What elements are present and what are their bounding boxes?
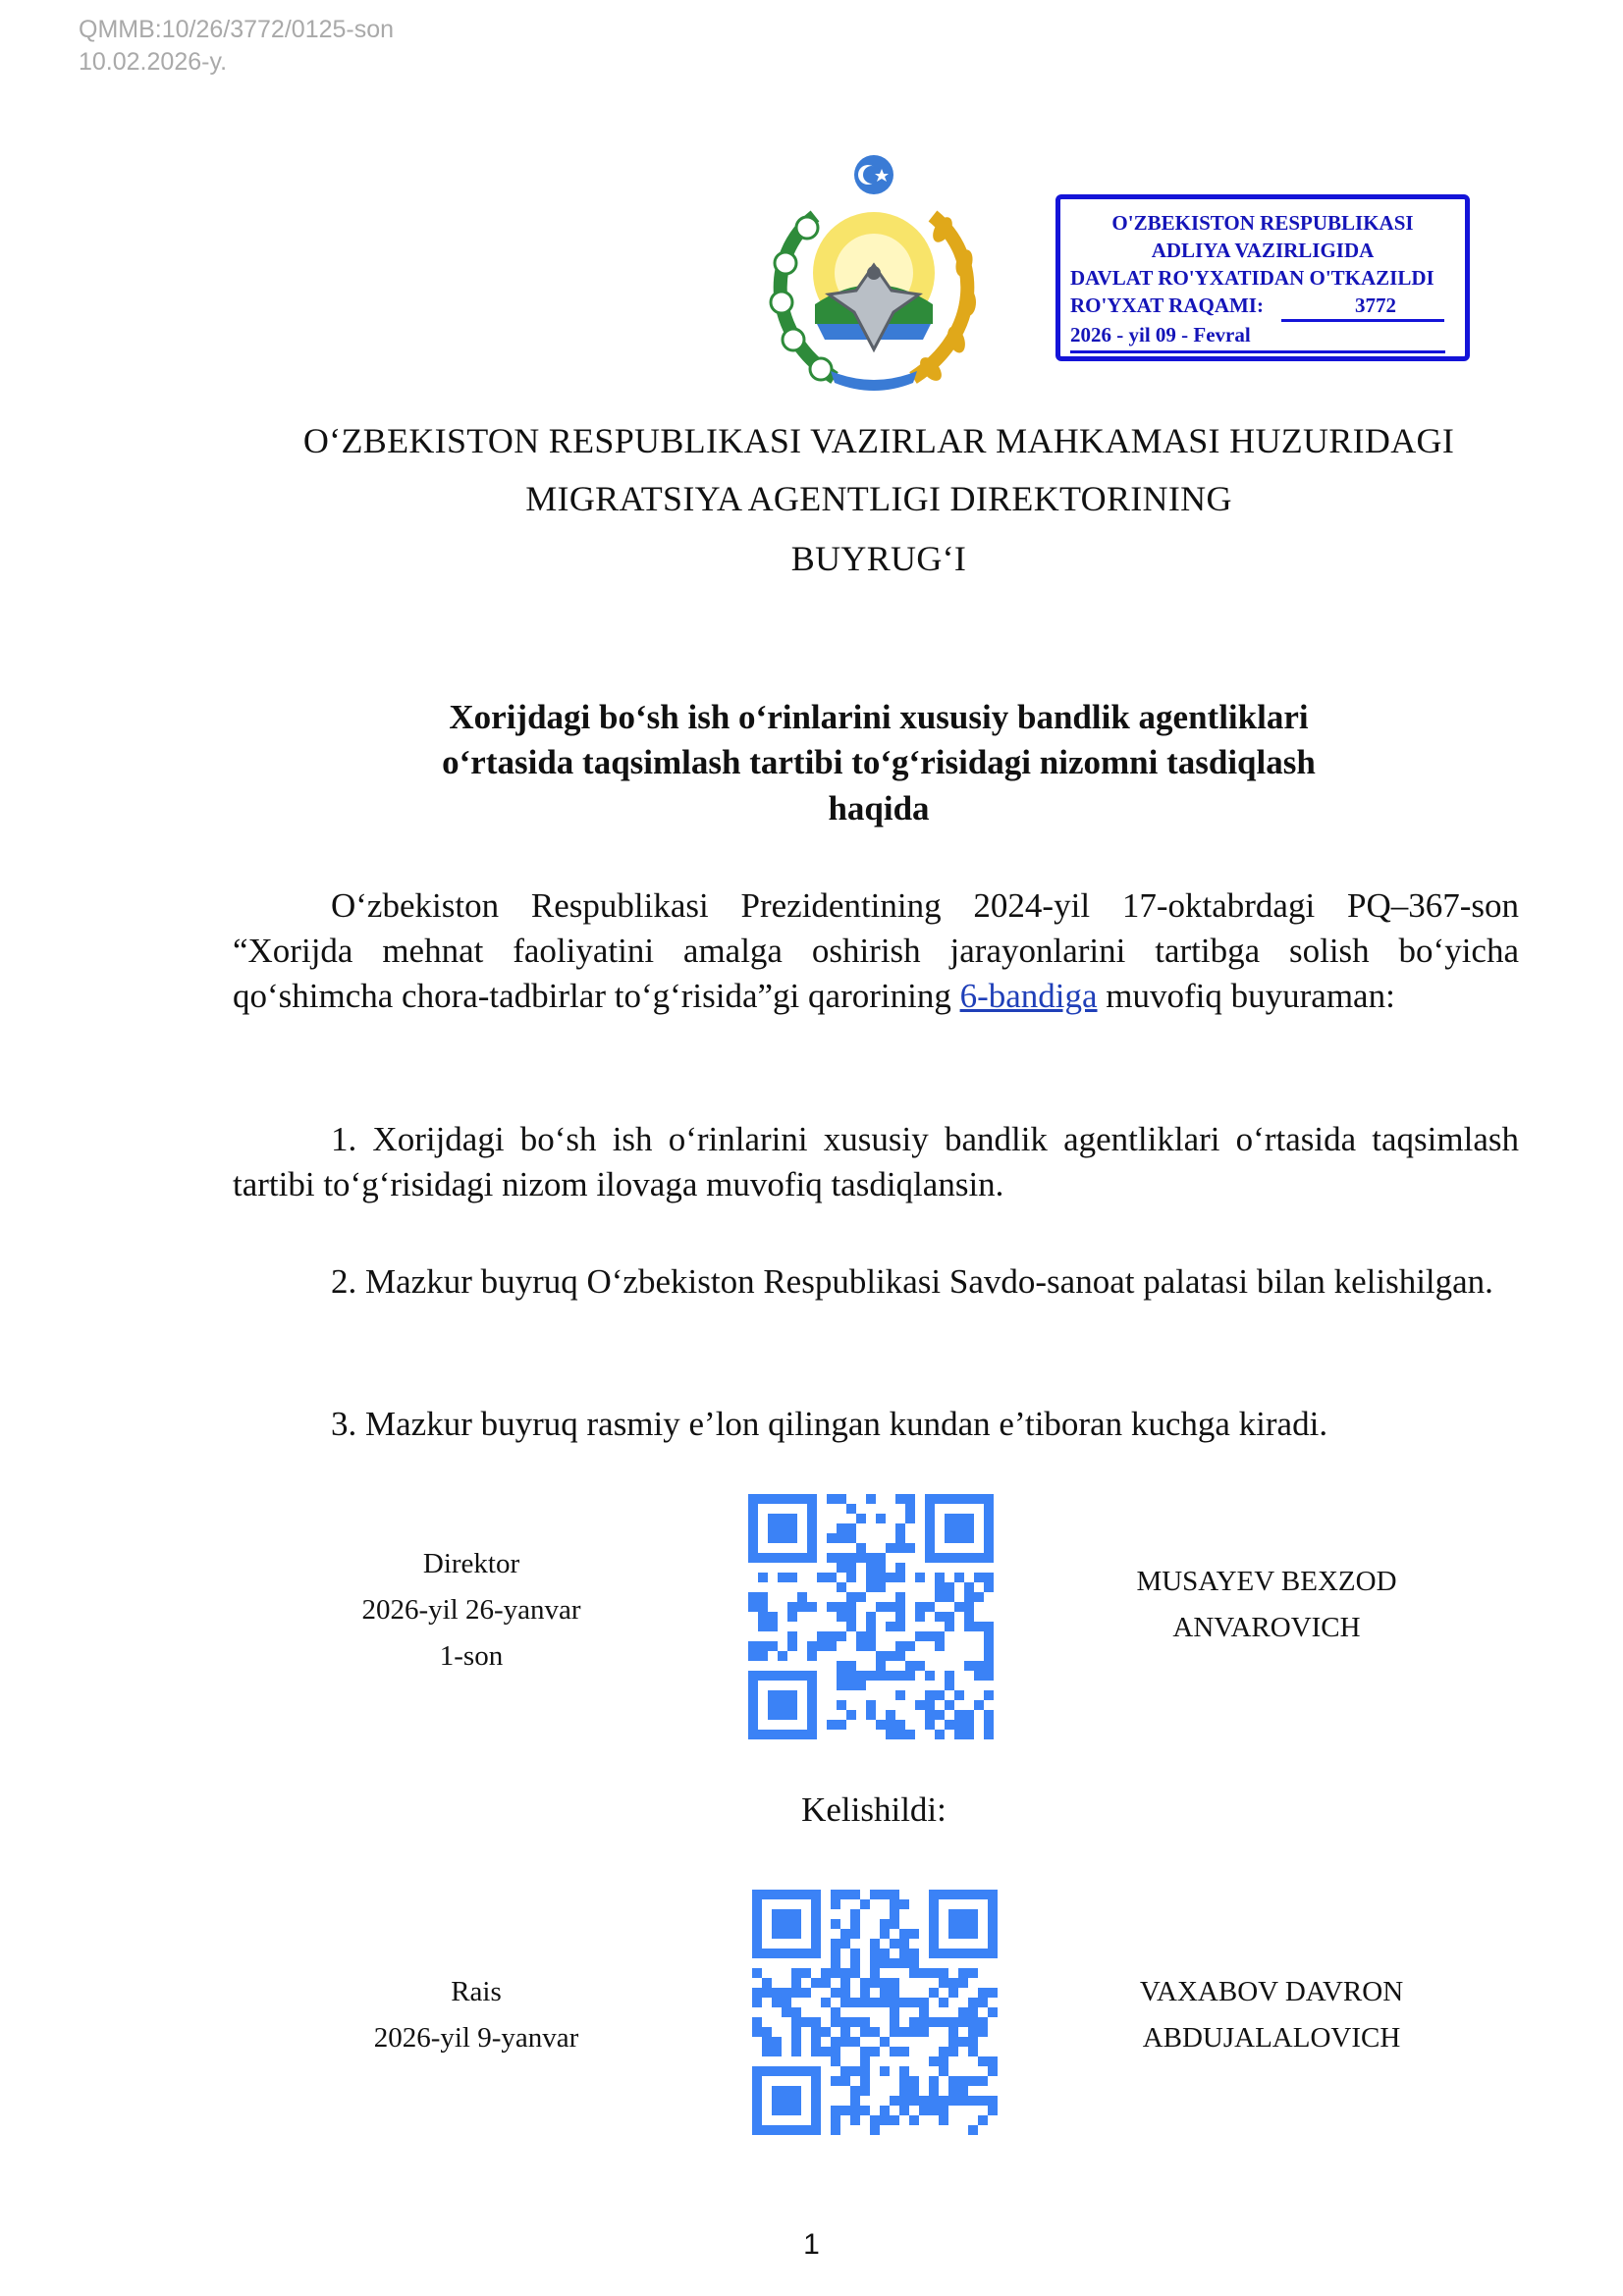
stamp-number-label: RO'YXAT RAQAMI: <box>1070 294 1264 317</box>
signature-2-position: Rais <box>451 1976 502 2007</box>
signature-1-number: 1-son <box>439 1640 504 1672</box>
stamp-line-1: O'ZBEKISTON RESPUBLIKASI <box>1111 211 1414 235</box>
item-3: 3. Mazkur buyruq rasmiy e’lon qilingan kundan e’tiboran kuchga kiradi. <box>331 1405 1328 1443</box>
signature-1-name-line-2: ANVAROVICH <box>1172 1612 1361 1643</box>
signature-2-name-line-1: VAXABOV DAVRON <box>1139 1976 1404 2007</box>
title-line-2: oʻrtasida taqsimlash tartibi toʻgʻrisidagi nizomni tasdiqlash <box>442 743 1316 781</box>
title-line-3: haqida <box>828 789 930 828</box>
registration-info <box>79 14 394 79</box>
signature-2-name <box>1095 1969 1448 2061</box>
item-2: 2. Mazkur buyruq Oʻzbekiston Respublikasi Savdo-sanoat palatasi bilan kelishilgan. <box>331 1262 1493 1301</box>
registration-stamp <box>1055 194 1470 361</box>
stamp-date: 2026 - yil 09 - Fevral <box>1070 323 1251 347</box>
signature-2-name-line-2: ABDUJALALOVICH <box>1142 2022 1401 2054</box>
agreed-label: Kelishildi: <box>801 1790 947 1829</box>
registration-number: QMMB:10/26/3772/0125-son <box>79 16 395 43</box>
preamble-text-end: muvofiq buyuraman: <box>1097 977 1395 1015</box>
preamble-paragraph <box>233 883 1519 1019</box>
signature-2-date: 2026-yil 9-yanvar <box>373 2022 579 2054</box>
heading-line-1: OʻZBEKISTON RESPUBLIKASI VAZIRLAR MAHKAMASI HUZURIDAGI <box>302 421 1455 460</box>
qr-code-icon <box>752 1890 998 2140</box>
stamp-number-value: 3772 <box>1355 294 1396 317</box>
preamble-text: Oʻzbekiston Respublikasi Prezidentining 2024-yil 17-oktabrdagi PQ–367-son “Xorijda mehnat faoliyatini amalga oshirish jarayonlarini tartibga solish boʻyicha qoʻshimcha chora-tadbirlar toʻgʻrisida”gi qarorining <box>233 886 1519 1015</box>
heading-line-3: BUYRUGʻI <box>790 539 967 578</box>
stamp-number-underline <box>1281 319 1444 322</box>
stamp-line-3: DAVLAT RO'YXATIDAN O'TKAZILDI <box>1070 266 1434 290</box>
stamp-line-2: ADLIYA VAZIRLIGIDA <box>1151 239 1375 262</box>
signature-1-date: 2026-yil 26-yanvar <box>361 1594 581 1626</box>
signature-1-position: Direktor <box>422 1548 520 1579</box>
signature-1-details <box>324 1541 619 1680</box>
heading-line-2: MIGRATSIYA AGENTLIGI DIREKTORINING <box>525 479 1232 518</box>
signature-2-details <box>329 1969 623 2061</box>
bandiga-link[interactable]: 6-bandiga <box>959 977 1098 1015</box>
title-line-1: Xorijdagi boʻsh ish oʻrinlarini xususiy bandlik agentliklari <box>449 698 1309 736</box>
signature-1-name <box>1090 1559 1443 1651</box>
page-number: 1 <box>803 2228 820 2261</box>
stamp-date-underline <box>1070 350 1445 353</box>
registration-date: 10.02.2026-y. <box>79 48 228 76</box>
signature-1-name-line-1: MUSAYEV BEXZOD <box>1136 1566 1397 1597</box>
item-1: 1. Xorijdagi boʻsh ish oʻrinlarini xususiy bandlik agentliklari oʻrtasida taqsimlash tartibi toʻgʻrisidagi nizom ilovaga muvofiq tasdiqlansin. <box>233 1120 1519 1203</box>
state-emblem-icon <box>746 147 1001 402</box>
qr-code-icon <box>748 1494 994 1744</box>
